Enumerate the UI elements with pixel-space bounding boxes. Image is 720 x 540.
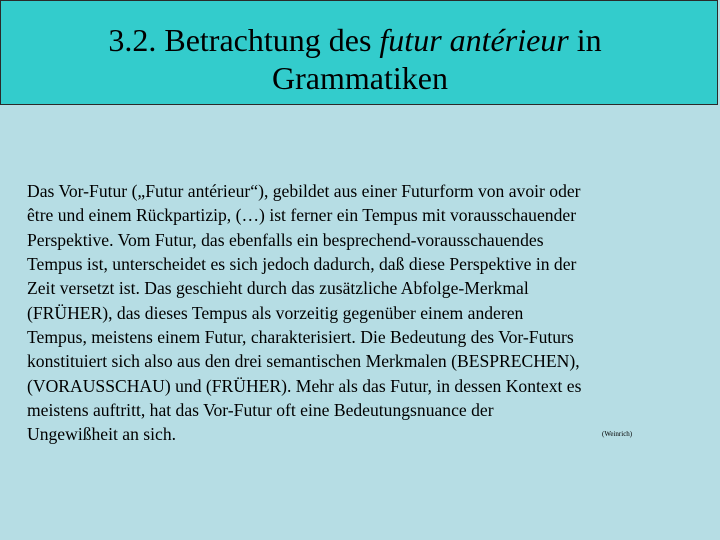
slide-title-prefix: 3.2. Betrachtung des <box>108 22 380 58</box>
title-bar <box>0 0 718 105</box>
slide-title-line-2: Grammatiken <box>272 60 448 96</box>
slide-title <box>1 21 719 97</box>
body-paragraph: Das Vor-Futur („Futur antérieur“), gebildet aus einer Futurform von avoir oder être und einem Rückpartizip, (…) ist ferner ein Tempus mit vorausschauender Perspektive. Vom Futur, das ebenfalls ein besprechend-vorausschauendes Tempus ist, unterscheidet es sich jedoch dadurch, daß diese Perspektive in der Zeit versetzt ist. Das geschieht durch das zusätzliche Abfolge-Merkmal (FRÜHER), das dieses Tempus als vorzeitig gegenüber einem anderen Tempus, meistens einem Futur, charakterisiert. Die Bedeutung des Vor-Futurs konstituiert sich also aus den drei semantischen Merkmalen (BESPRECHEN), (VORAUSSCHAU) und (FRÜHER). Mehr als das Futur, in dessen Kontext es meistens auftritt, hat das Vor-Futur oft eine Bedeutungsnuance der Ungewißheit an sich. <box>27 181 582 445</box>
slide-title-line-1 <box>1 21 719 59</box>
slide-title-emphasis: futur antérieur <box>379 22 569 58</box>
slide-title-suffix: in <box>568 22 602 58</box>
citation: (Weinrich) <box>602 430 633 438</box>
